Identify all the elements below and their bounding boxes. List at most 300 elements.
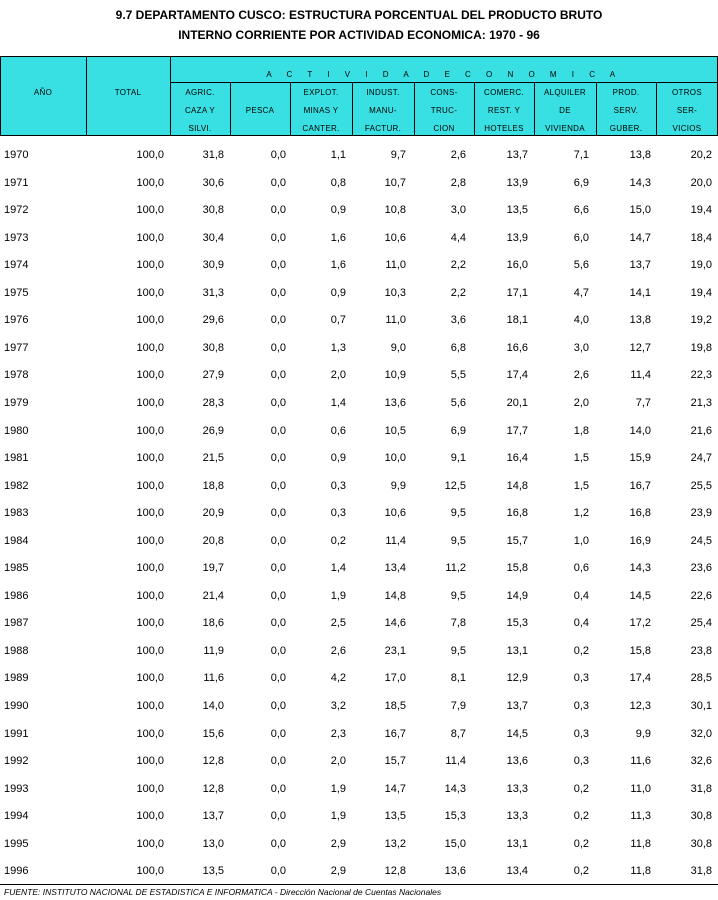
- value-cell: 100,0: [136, 286, 164, 299]
- value-cell: 100,0: [136, 396, 164, 409]
- value-cell: 10,9: [384, 369, 406, 382]
- value-cell: 2,9: [330, 837, 346, 850]
- value-cell: 0,0: [270, 700, 286, 712]
- value-cell: 30,8: [202, 204, 224, 217]
- value-cell: 9,5: [450, 589, 466, 602]
- value-cell: 0,4: [573, 589, 589, 602]
- year-cell: 1992: [4, 755, 29, 768]
- value-cell: 15,9: [629, 452, 651, 465]
- year-cell: 1978: [4, 369, 29, 382]
- value-cell: 10,6: [384, 231, 406, 244]
- value-cell: 0,2: [573, 810, 589, 823]
- value-cell: 7,9: [450, 700, 466, 712]
- value-cell: 27,9: [202, 369, 224, 382]
- value-cell: 0,0: [270, 644, 286, 657]
- table-header: [0, 56, 718, 136]
- value-cell: 0,3: [330, 479, 346, 492]
- value-cell: 15,6: [202, 727, 224, 740]
- value-cell: 2,2: [450, 259, 466, 272]
- value-cell: 18,5: [384, 700, 406, 712]
- value-cell: 0,0: [270, 396, 286, 409]
- value-cell: 14,0: [202, 700, 224, 712]
- value-cell: 15,3: [506, 617, 528, 630]
- value-cell: 11,9: [203, 644, 224, 657]
- value-cell: 1,0: [573, 534, 589, 547]
- year-cell: 1996: [4, 865, 29, 878]
- column-header-3: [230, 84, 290, 138]
- table-row: [0, 749, 718, 777]
- column-header-line: VICIOS: [672, 124, 702, 133]
- table-row: [0, 804, 718, 832]
- value-cell: 1,9: [330, 589, 346, 602]
- value-cell: 13,3: [506, 782, 528, 795]
- value-cell: 25,4: [690, 617, 712, 630]
- value-cell: 7,7: [635, 396, 651, 409]
- value-cell: 24,5: [690, 534, 712, 547]
- value-cell: 0,0: [270, 727, 286, 740]
- value-cell: 4,0: [573, 314, 589, 327]
- value-cell: 0,3: [573, 672, 589, 685]
- table-row: [0, 722, 718, 750]
- value-cell: 31,8: [690, 865, 712, 878]
- value-cell: 0,0: [270, 782, 286, 795]
- column-header-line: MINAS Y: [303, 106, 339, 115]
- value-cell: 18,4: [690, 231, 712, 244]
- value-cell: 16,4: [506, 452, 528, 465]
- value-cell: 31,8: [202, 149, 224, 161]
- value-cell: 17,2: [629, 617, 651, 630]
- value-cell: 8,1: [450, 672, 466, 685]
- column-header-4: [290, 84, 352, 138]
- value-cell: 1,6: [330, 259, 346, 272]
- value-cell: 3,0: [573, 341, 589, 354]
- value-cell: 17,7: [506, 424, 528, 437]
- table-row: [0, 391, 718, 419]
- value-cell: 2,6: [330, 644, 346, 657]
- column-header-line: VIVIENDA: [545, 124, 585, 133]
- column-header-7: [474, 84, 534, 138]
- value-cell: 19,4: [690, 204, 712, 217]
- value-cell: 17,4: [506, 369, 528, 382]
- year-cell: 1975: [4, 286, 29, 299]
- value-cell: 3,2: [330, 700, 346, 712]
- value-cell: 13,4: [384, 562, 406, 575]
- value-cell: 0,9: [330, 286, 346, 299]
- header-rule: [0, 56, 718, 57]
- value-cell: 17,1: [506, 286, 528, 299]
- value-cell: 14,5: [629, 589, 651, 602]
- value-cell: 9,1: [450, 452, 466, 465]
- table-row: [0, 777, 718, 805]
- value-cell: 16,6: [506, 341, 528, 354]
- value-cell: 21,5: [202, 452, 224, 465]
- value-cell: 30,6: [202, 176, 224, 189]
- table-row: [0, 308, 718, 336]
- value-cell: 100,0: [136, 865, 164, 878]
- table-row: [0, 832, 718, 860]
- table-row: [0, 639, 718, 667]
- value-cell: 12,3: [629, 700, 651, 712]
- column-header-9: [596, 84, 656, 138]
- value-cell: 22,6: [690, 589, 712, 602]
- value-cell: 13,7: [629, 259, 651, 272]
- column-header-0: [0, 84, 86, 102]
- value-cell: 30,1: [690, 700, 712, 712]
- value-cell: 2,6: [450, 149, 466, 161]
- value-cell: 21,3: [690, 396, 712, 409]
- value-cell: 15,8: [629, 644, 651, 657]
- value-cell: 0,3: [573, 727, 589, 740]
- value-cell: 23,9: [690, 507, 712, 520]
- value-cell: 10,7: [384, 176, 406, 189]
- value-cell: 18,6: [202, 617, 224, 630]
- value-cell: 12,8: [384, 865, 406, 878]
- value-cell: 4,4: [450, 231, 466, 244]
- value-cell: 14,7: [384, 782, 406, 795]
- year-cell: 1974: [4, 259, 29, 272]
- year-cell: 1995: [4, 837, 29, 850]
- column-header-line: TOTAL: [114, 88, 142, 97]
- value-cell: 100,0: [136, 727, 164, 740]
- value-cell: 13,5: [506, 204, 528, 217]
- value-cell: 11,6: [630, 755, 651, 768]
- value-cell: 0,0: [270, 589, 286, 602]
- column-header-line: HOTELES: [484, 124, 524, 133]
- value-cell: 16,8: [629, 507, 651, 520]
- value-cell: 14,7: [629, 231, 651, 244]
- column-header-line: TRUC-: [430, 106, 458, 115]
- table-row: [0, 859, 718, 887]
- value-cell: 100,0: [136, 314, 164, 327]
- table-title-line-2: INTERNO CORRIENTE POR ACTIVIDAD ECONOMICA: 1970 - 96: [178, 28, 540, 42]
- value-cell: 0,0: [270, 314, 286, 327]
- value-cell: 18,8: [202, 479, 224, 492]
- column-header-line: [230, 120, 290, 138]
- value-cell: 16,7: [384, 727, 406, 740]
- value-cell: 14,8: [384, 589, 406, 602]
- value-cell: 1,5: [573, 479, 589, 492]
- value-cell: 0,0: [270, 479, 286, 492]
- value-cell: 30,8: [690, 810, 712, 823]
- table-row: [0, 446, 718, 474]
- year-cell: 1984: [4, 534, 29, 547]
- value-cell: 12,8: [202, 782, 224, 795]
- value-cell: 0,0: [270, 562, 286, 575]
- value-cell: 0,0: [270, 369, 286, 382]
- value-cell: 100,0: [136, 341, 164, 354]
- value-cell: 11,8: [630, 837, 651, 850]
- value-cell: 26,9: [202, 424, 224, 437]
- year-cell: 1989: [4, 672, 29, 685]
- header-rule: [170, 82, 718, 83]
- table-row: [0, 666, 718, 694]
- value-cell: 1,1: [330, 149, 346, 161]
- value-cell: 13,3: [506, 810, 528, 823]
- column-header-line: PROD.: [612, 88, 640, 97]
- value-cell: 23,8: [690, 644, 712, 657]
- value-cell: 100,0: [136, 507, 164, 520]
- value-cell: 100,0: [136, 782, 164, 795]
- value-cell: 0,0: [270, 452, 286, 465]
- year-cell: 1986: [4, 589, 29, 602]
- value-cell: 9,0: [390, 341, 406, 354]
- value-cell: 11,4: [445, 755, 466, 768]
- table-row: [0, 611, 718, 639]
- value-cell: 9,7: [390, 149, 406, 161]
- year-cell: 1980: [4, 424, 29, 437]
- value-cell: 9,9: [390, 479, 406, 492]
- value-cell: 0,6: [573, 562, 589, 575]
- value-cell: 2,2: [450, 286, 466, 299]
- value-cell: 15,7: [384, 755, 406, 768]
- value-cell: 19,2: [690, 314, 712, 327]
- value-cell: 0,9: [330, 452, 346, 465]
- value-cell: 14,5: [506, 727, 528, 740]
- year-cell: 1970: [4, 149, 29, 161]
- value-cell: 100,0: [136, 672, 164, 685]
- year-cell: 1993: [4, 782, 29, 795]
- value-cell: 25,5: [690, 479, 712, 492]
- value-cell: 3,0: [450, 204, 466, 217]
- table-row: [0, 556, 718, 584]
- value-cell: 6,0: [573, 231, 589, 244]
- value-cell: 0,2: [573, 644, 589, 657]
- value-cell: 13,0: [202, 837, 224, 850]
- value-cell: 13,7: [506, 149, 528, 161]
- value-cell: 14,3: [444, 782, 466, 795]
- value-cell: 13,8: [629, 314, 651, 327]
- value-cell: 0,9: [330, 204, 346, 217]
- year-cell: 1983: [4, 507, 29, 520]
- value-cell: 30,9: [202, 259, 224, 272]
- value-cell: 2,9: [330, 865, 346, 878]
- value-cell: 14,1: [629, 286, 651, 299]
- value-cell: 2,0: [330, 755, 346, 768]
- value-cell: 13,9: [506, 176, 528, 189]
- value-cell: 0,0: [270, 424, 286, 437]
- value-cell: 100,0: [136, 259, 164, 272]
- value-cell: 0,0: [270, 617, 286, 630]
- column-header-line: CONS-: [430, 88, 458, 97]
- value-cell: 12,7: [629, 341, 651, 354]
- value-cell: 13,6: [384, 396, 406, 409]
- value-cell: 28,5: [690, 672, 712, 685]
- table-title-line-1: 9.7 DEPARTAMENTO CUSCO: ESTRUCTURA PORCENTUAL DEL PRODUCTO BRUTO: [115, 8, 603, 22]
- value-cell: 0,0: [270, 231, 286, 244]
- year-cell: 1985: [4, 562, 29, 575]
- value-cell: 15,0: [444, 837, 466, 850]
- value-cell: 9,5: [450, 644, 466, 657]
- value-cell: 30,8: [202, 341, 224, 354]
- value-cell: 13,6: [506, 755, 528, 768]
- column-header-line: PESCA: [245, 106, 275, 115]
- value-cell: 28,3: [202, 396, 224, 409]
- value-cell: 11,3: [630, 810, 651, 823]
- column-header-1: [86, 84, 170, 102]
- year-cell: 1976: [4, 314, 29, 327]
- value-cell: 0,0: [270, 755, 286, 768]
- value-cell: 7,8: [450, 617, 466, 630]
- value-cell: 0,2: [573, 837, 589, 850]
- value-cell: 19,4: [690, 286, 712, 299]
- column-header-line: MANU-: [369, 106, 397, 115]
- value-cell: 0,8: [330, 176, 346, 189]
- value-cell: 0,3: [573, 700, 589, 712]
- value-cell: 100,0: [136, 837, 164, 850]
- value-cell: 0,3: [573, 755, 589, 768]
- value-cell: 100,0: [136, 700, 164, 712]
- value-cell: 0,0: [270, 672, 286, 685]
- value-cell: 32,6: [690, 755, 712, 768]
- value-cell: 15,3: [444, 810, 466, 823]
- value-cell: 0,2: [573, 782, 589, 795]
- value-cell: 100,0: [136, 534, 164, 547]
- value-cell: 11,8: [630, 865, 651, 878]
- column-header-line: DE: [559, 106, 571, 115]
- value-cell: 6,8: [450, 341, 466, 354]
- value-cell: 100,0: [136, 810, 164, 823]
- column-header-8: [534, 84, 596, 138]
- value-cell: 100,0: [136, 479, 164, 492]
- value-cell: 13,4: [506, 865, 528, 878]
- value-cell: 16,7: [629, 479, 651, 492]
- value-cell: 2,3: [330, 727, 346, 740]
- year-cell: 1979: [4, 396, 29, 409]
- value-cell: 100,0: [136, 644, 164, 657]
- value-cell: 10,5: [384, 424, 406, 437]
- value-cell: 1,4: [330, 562, 346, 575]
- column-header-line: OTROS: [672, 88, 702, 97]
- activity-group-label: A C T I V I D A D E C O N O M I C A: [266, 70, 622, 79]
- value-cell: 100,0: [136, 424, 164, 437]
- source-footnote: FUENTE: INSTITUTO NACIONAL DE ESTADISTICA E INFORMATICA - Dirección Nacional de Cuentas Nacionales: [0, 884, 718, 897]
- value-cell: 14,8: [506, 479, 528, 492]
- value-cell: 9,5: [450, 507, 466, 520]
- value-cell: 0,4: [573, 617, 589, 630]
- value-cell: 1,3: [330, 341, 346, 354]
- value-cell: 9,9: [635, 727, 651, 740]
- value-cell: 15,0: [629, 204, 651, 217]
- value-cell: 11,0: [385, 259, 406, 272]
- column-header-10: [656, 84, 718, 138]
- year-cell: 1972: [4, 204, 29, 217]
- value-cell: 0,0: [270, 286, 286, 299]
- value-cell: 10,8: [384, 204, 406, 217]
- table-row: [0, 363, 718, 391]
- value-cell: 0,0: [270, 837, 286, 850]
- value-cell: 0,7: [330, 314, 346, 327]
- value-cell: 1,2: [573, 507, 589, 520]
- year-cell: 1981: [4, 452, 29, 465]
- column-header-line: CION: [433, 124, 455, 133]
- column-header-line: REST. Y: [487, 106, 521, 115]
- column-header-line: AGRIC.: [185, 88, 215, 97]
- value-cell: 15,8: [506, 562, 528, 575]
- value-cell: 1,8: [573, 424, 589, 437]
- year-cell: 1987: [4, 617, 29, 630]
- value-cell: 100,0: [136, 176, 164, 189]
- year-cell: 1994: [4, 810, 29, 823]
- column-header-line: [230, 84, 290, 102]
- value-cell: 15,7: [506, 534, 528, 547]
- year-cell: 1977: [4, 341, 29, 354]
- value-cell: 0,0: [270, 176, 286, 189]
- column-header-line: FACTUR.: [364, 124, 402, 133]
- value-cell: 13,8: [629, 149, 651, 161]
- value-cell: 5,5: [450, 369, 466, 382]
- value-cell: 4,7: [573, 286, 589, 299]
- value-cell: 6,9: [573, 176, 589, 189]
- column-header-line: SILVI.: [188, 124, 212, 133]
- value-cell: 7,1: [573, 149, 589, 161]
- value-cell: 2,0: [573, 396, 589, 409]
- value-cell: 30,4: [202, 231, 224, 244]
- value-cell: 0,6: [330, 424, 346, 437]
- value-cell: 18,1: [506, 314, 528, 327]
- value-cell: 11,4: [630, 369, 651, 382]
- value-cell: 14,6: [384, 617, 406, 630]
- table-row: [0, 336, 718, 364]
- value-cell: 1,4: [330, 396, 346, 409]
- value-cell: 0,0: [270, 259, 286, 272]
- value-cell: 31,8: [690, 782, 712, 795]
- table-row: [0, 419, 718, 447]
- value-cell: 20,0: [690, 176, 712, 189]
- table-row: [0, 226, 718, 254]
- column-header-line: INDUST.: [366, 88, 400, 97]
- value-cell: 10,0: [384, 452, 406, 465]
- column-header-6: [414, 84, 474, 138]
- value-cell: 100,0: [136, 755, 164, 768]
- year-cell: 1971: [4, 176, 29, 189]
- value-cell: 17,4: [629, 672, 651, 685]
- value-cell: 14,9: [506, 589, 528, 602]
- value-cell: 13,2: [384, 837, 406, 850]
- year-cell: 1988: [4, 644, 29, 657]
- value-cell: 9,5: [450, 534, 466, 547]
- value-cell: 13,5: [202, 865, 224, 878]
- value-cell: 22,3: [690, 369, 712, 382]
- value-cell: 2,8: [450, 176, 466, 189]
- value-cell: 0,0: [270, 507, 286, 520]
- table-row: [0, 474, 718, 502]
- column-header-line: CANTER.: [302, 124, 340, 133]
- value-cell: 5,6: [573, 259, 589, 272]
- value-cell: 30,8: [690, 837, 712, 850]
- value-cell: 20,1: [506, 396, 528, 409]
- column-header-2: [170, 84, 230, 138]
- value-cell: 100,0: [136, 149, 164, 161]
- value-cell: 12,9: [506, 672, 528, 685]
- value-cell: 100,0: [136, 562, 164, 575]
- value-cell: 19,0: [690, 259, 712, 272]
- column-header-line: GUBER.: [609, 124, 643, 133]
- value-cell: 14,0: [629, 424, 651, 437]
- table-row: [0, 143, 718, 171]
- value-cell: 23,6: [690, 562, 712, 575]
- value-cell: 14,3: [629, 176, 651, 189]
- value-cell: 1,9: [330, 810, 346, 823]
- table-row: [0, 281, 718, 309]
- column-header-line: SERV.: [613, 106, 639, 115]
- value-cell: 20,9: [202, 507, 224, 520]
- value-cell: 0,0: [270, 534, 286, 547]
- table-row: [0, 584, 718, 612]
- year-cell: 1973: [4, 231, 29, 244]
- value-cell: 21,4: [202, 589, 224, 602]
- value-cell: 13,7: [202, 810, 224, 823]
- column-header-line: SER-: [676, 106, 698, 115]
